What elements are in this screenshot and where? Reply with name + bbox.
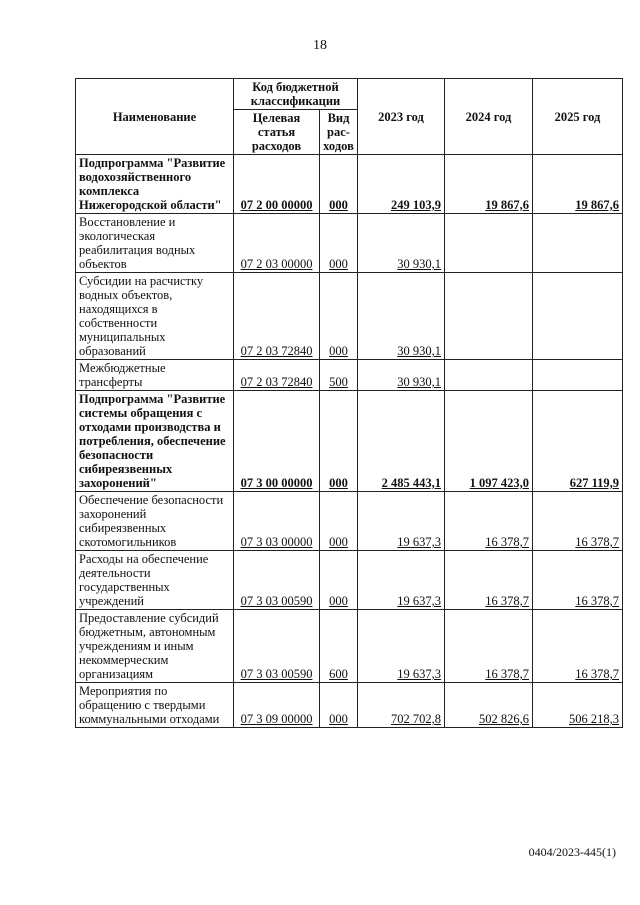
table-row <box>76 214 623 273</box>
row-expense-type-cell: 000 <box>320 155 358 214</box>
row-2025-cell: 16 378,7 <box>533 610 623 683</box>
row-2023-cell: 249 103,9 <box>358 155 445 214</box>
header-target-article: Целевая статья расходов <box>234 110 320 155</box>
row-target-article-cell: 07 3 03 00000 <box>234 492 320 551</box>
table-header <box>76 79 623 155</box>
table-row <box>76 492 623 551</box>
row-2025-cell: 16 378,7 <box>533 492 623 551</box>
row-2024-cell: 16 378,7 <box>445 551 533 610</box>
row-target-article-cell: 07 2 00 00000 <box>234 155 320 214</box>
row-2024-cell: 16 378,7 <box>445 610 533 683</box>
row-2024-cell: 19 867,6 <box>445 155 533 214</box>
header-kbk-group: Код бюджетной классификации <box>234 79 358 110</box>
row-name-cell: Предоставление субсидий бюджетным, автономным учреждениям и иным некоммерческим организациям <box>76 610 234 683</box>
table-row <box>76 610 623 683</box>
row-2025-cell: 19 867,6 <box>533 155 623 214</box>
row-2025-cell: 627 119,9 <box>533 391 623 492</box>
row-expense-type-cell: 000 <box>320 214 358 273</box>
row-2023-cell: 30 930,1 <box>358 273 445 360</box>
row-target-article-cell: 07 3 03 00590 <box>234 551 320 610</box>
row-name-cell: Подпрограмма "Развитие водохозяйственного комплекса Нижегородской области" <box>76 155 234 214</box>
row-2023-cell: 19 637,3 <box>358 610 445 683</box>
row-name-cell: Подпрограмма "Развитие системы обращения с отходами производства и потребления, обеспечение безопасности сибиреязвенных захоронений" <box>76 391 234 492</box>
row-name-cell: Мероприятия по обращению с твердыми коммунальными отходами <box>76 683 234 728</box>
row-2023-cell: 30 930,1 <box>358 360 445 391</box>
row-target-article-cell: 07 3 03 00590 <box>234 610 320 683</box>
row-2023-cell: 19 637,3 <box>358 551 445 610</box>
table-row <box>76 155 623 214</box>
row-target-article-cell: 07 3 09 00000 <box>234 683 320 728</box>
row-2024-cell <box>445 360 533 391</box>
table-row <box>76 360 623 391</box>
header-2023: 2023 год <box>358 79 445 155</box>
row-expense-type-cell: 000 <box>320 683 358 728</box>
row-expense-type-cell: 000 <box>320 551 358 610</box>
header-2024: 2024 год <box>445 79 533 155</box>
row-name-cell: Расходы на обеспечение деятельности государственных учреждений <box>76 551 234 610</box>
row-2024-cell: 16 378,7 <box>445 492 533 551</box>
table-body <box>76 155 623 728</box>
row-expense-type-cell: 000 <box>320 391 358 492</box>
row-expense-type-cell: 500 <box>320 360 358 391</box>
row-name-cell: Обеспечение безопасности захоронений сибиреязвенных скотомогильников <box>76 492 234 551</box>
header-expense-type: Вид рас-ходов <box>320 110 358 155</box>
row-expense-type-cell: 600 <box>320 610 358 683</box>
page-number: 18 <box>313 38 327 53</box>
table-row <box>76 683 623 728</box>
header-2025: 2025 год <box>533 79 623 155</box>
row-2025-cell: 16 378,7 <box>533 551 623 610</box>
row-2025-cell <box>533 360 623 391</box>
row-2023-cell: 30 930,1 <box>358 214 445 273</box>
row-2025-cell <box>533 214 623 273</box>
row-target-article-cell: 07 2 03 00000 <box>234 214 320 273</box>
row-2024-cell: 1 097 423,0 <box>445 391 533 492</box>
document-code: 0404/2023-445(1) <box>528 845 616 859</box>
header-name: Наименование <box>76 79 234 155</box>
row-2024-cell <box>445 214 533 273</box>
row-2024-cell: 502 826,6 <box>445 683 533 728</box>
table-row <box>76 551 623 610</box>
row-2025-cell: 506 218,3 <box>533 683 623 728</box>
row-name-cell: Субсидии на расчистку водных объектов, находящихся в собственности муниципальных образований <box>76 273 234 360</box>
table-row <box>76 391 623 492</box>
row-name-cell: Восстановление и экологическая реабилитация водных объектов <box>76 214 234 273</box>
table-row <box>76 273 623 360</box>
row-name-cell: Межбюджетные трансферты <box>76 360 234 391</box>
row-2025-cell <box>533 273 623 360</box>
row-2023-cell: 19 637,3 <box>358 492 445 551</box>
row-target-article-cell: 07 3 00 00000 <box>234 391 320 492</box>
row-target-article-cell: 07 2 03 72840 <box>234 360 320 391</box>
row-target-article-cell: 07 2 03 72840 <box>234 273 320 360</box>
row-expense-type-cell: 000 <box>320 492 358 551</box>
row-2024-cell <box>445 273 533 360</box>
row-2023-cell: 2 485 443,1 <box>358 391 445 492</box>
row-expense-type-cell: 000 <box>320 273 358 360</box>
budget-table <box>75 78 623 728</box>
row-2023-cell: 702 702,8 <box>358 683 445 728</box>
